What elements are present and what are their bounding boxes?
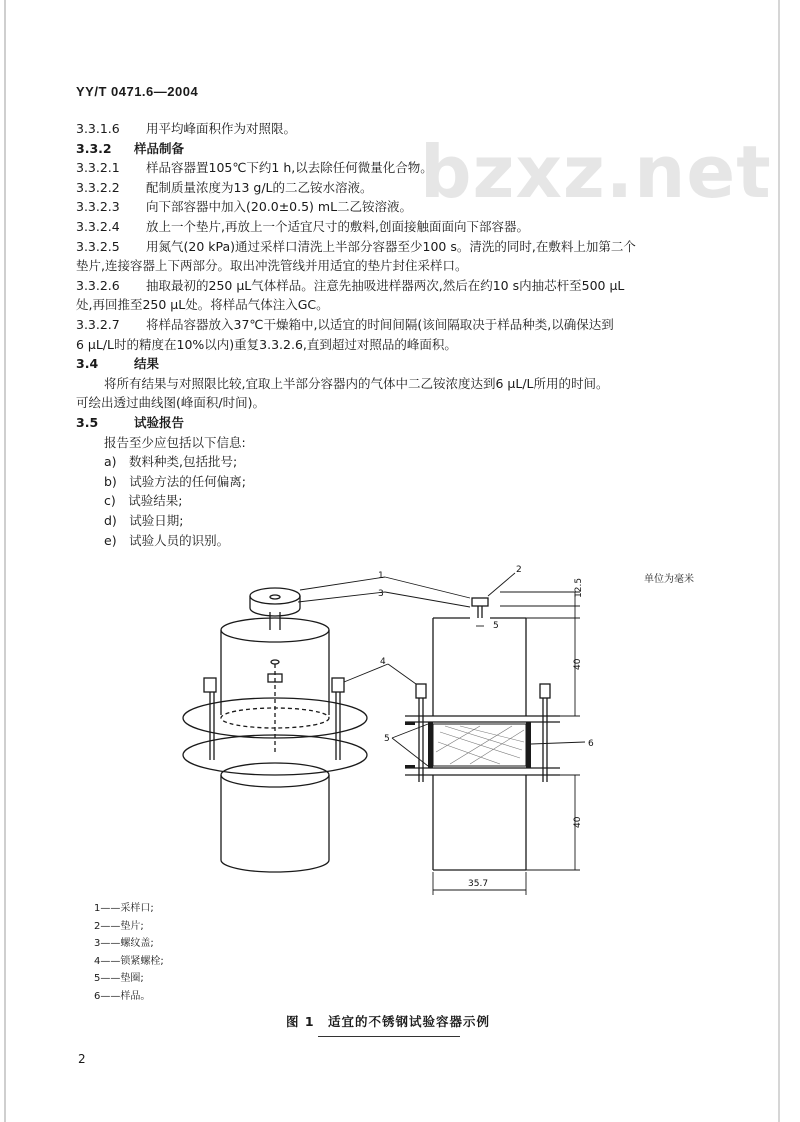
bolt-section-right <box>540 684 550 698</box>
dim-top: 12.5 <box>574 577 584 598</box>
clause-text: 用氮气(20 kPa)通过采样口清洗上半部分容器至少100 s。清洗的同时,在敷料上加第二个 <box>146 238 636 254</box>
legend-item: 5——垫圈; <box>94 973 144 984</box>
clause-text: 将样品容器放入37℃干燥箱中,以适宜的时间间隔(该间隔取决于样品种类,以确保达到 <box>146 317 614 332</box>
clause-number: 3.3.2 <box>76 140 112 156</box>
clause-text: d) 试验日期; <box>104 513 184 528</box>
unit-note: 单位为毫米 <box>644 574 694 585</box>
clause-text: c) 试验结果; <box>104 493 183 509</box>
clause-number: 3.3.2.6 <box>76 277 120 293</box>
cap-top <box>250 588 300 604</box>
bolt-section-left <box>416 684 426 698</box>
bolt-left <box>204 678 216 692</box>
legend-item: 6——样品。 <box>94 990 151 1002</box>
clause-text: 配制质量浓度为13 g/L的二乙铵水溶液。 <box>146 179 373 195</box>
clause-number: 3.3.1.6 <box>76 121 120 136</box>
caption-rule <box>318 1036 460 1037</box>
clause-number: 3.3.2.1 <box>76 160 120 176</box>
dim-width: 35.7 <box>468 879 489 889</box>
clause-text: 可绘出透过曲线图(峰面积/时间)。 <box>76 395 265 411</box>
document-header: YY/T 0471.6—2004 <box>76 84 199 99</box>
upper-cylinder-top <box>221 618 329 642</box>
clause-text: 垫片,连接容器上下两部分。取出冲洗管线并用适宜的垫片封住采样口。 <box>76 258 468 274</box>
clause-number: 3.3.2.3 <box>76 199 120 215</box>
clause-number: 3.3.2.2 <box>76 179 120 195</box>
callout-6: 6 <box>588 739 594 749</box>
clause-text: 6 μL/L时的精度在10%以内)重复3.3.2.6,直到超过对照品的峰面积。 <box>76 336 457 352</box>
dim-lower: 40 <box>573 816 583 828</box>
callout-2: 2 <box>516 565 522 575</box>
clause-text: 向下部容器中加入(20.0±0.5) mL二乙铵溶液。 <box>146 199 413 215</box>
clause-text: 结果 <box>134 356 160 372</box>
clause-text: 用平均峰面积作为对照限。 <box>146 121 297 136</box>
clause-text: 样品制备 <box>134 140 185 156</box>
sampling-port <box>472 598 488 606</box>
clause-number: 3.5 <box>76 415 99 430</box>
clause-text: 将所有结果与对照限比较,宜取上半部分容器内的气体中二乙铵浓度达到6 μL/L所用的时间。 <box>104 375 609 391</box>
clause-text: 报告至少应包括以下信息: <box>104 434 246 450</box>
clause-text: 试验报告 <box>134 415 185 430</box>
clause-text: e) 试验人员的识别。 <box>104 532 230 548</box>
clause-number: 3.3.2.5 <box>76 238 120 254</box>
bolt-right <box>332 678 344 692</box>
watermark: bzxz.net <box>420 130 772 214</box>
gasket-left <box>428 722 433 768</box>
clause-text: 抽取最初的250 μL气体样品。注意先抽吸进样器两次,然后在约10 s内抽芯杆至500 μL <box>146 277 625 293</box>
callout-3: 3 <box>378 589 384 599</box>
page-number: 2 <box>78 1052 86 1066</box>
clause-text: b) 试验方法的任何偏离; <box>104 473 247 489</box>
clause-text: 放上一个垫片,再放上一个适宜尺寸的敷料,创面接触面面向下部容器。 <box>146 219 529 234</box>
callout-5: 5 <box>384 734 390 744</box>
legend-item: 1——采样口; <box>94 903 154 914</box>
clause-number: 3.4 <box>76 356 99 372</box>
dim-upper: 40 <box>573 658 583 670</box>
legend-item: 3——螺纹盖; <box>94 938 154 949</box>
legend-item: 4——锁紧螺栓; <box>94 955 164 967</box>
clause-text: a) 数料种类,包括批号; <box>104 454 238 470</box>
legend-item: 2——垫片; <box>94 920 144 932</box>
callout-4: 4 <box>380 657 386 667</box>
clause-text: 样品容器置105℃下约1 h,以去除任何微量化合物。 <box>146 160 433 176</box>
clause-text: 处,再回推至250 μL处。将样品气体注入GC。 <box>76 297 329 313</box>
callout-1: 1 <box>378 571 384 581</box>
figure-caption: 图 1 适宜的不锈钢试验容器示例 <box>286 1014 491 1029</box>
clause-number: 3.3.2.4 <box>76 219 120 234</box>
dim-gap: 5 <box>493 621 499 631</box>
clause-number: 3.3.2.7 <box>76 317 120 332</box>
gasket-right <box>526 722 531 768</box>
